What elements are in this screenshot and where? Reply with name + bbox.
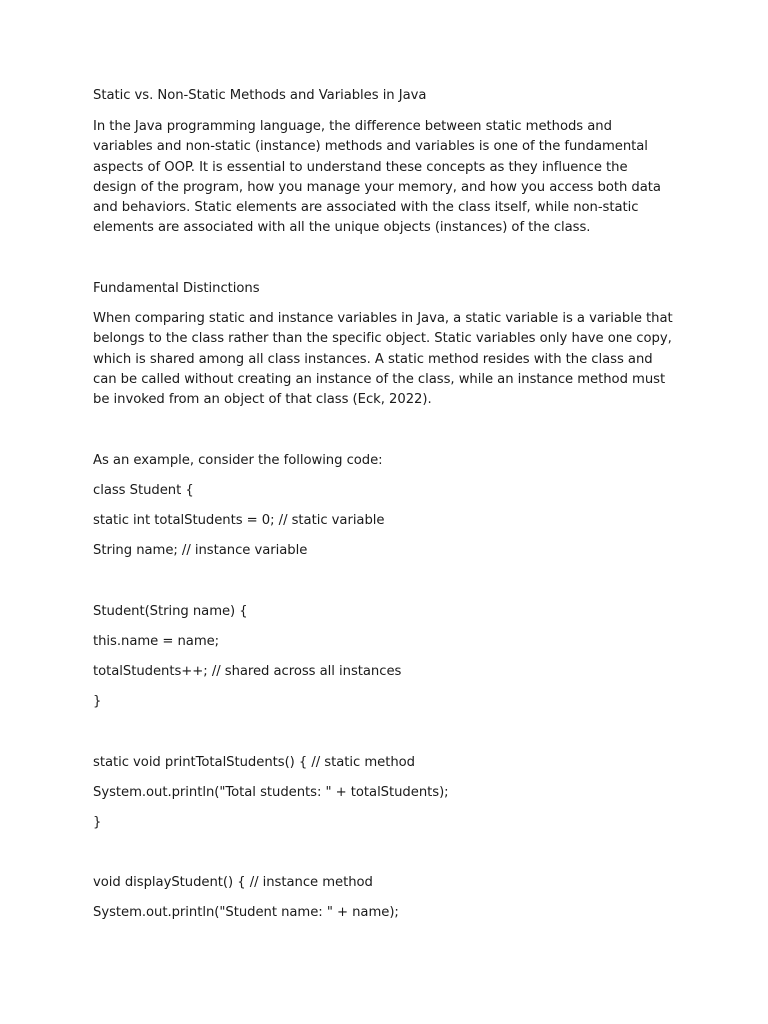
code-line: System.out.println("Student name: " + name); <box>93 905 399 920</box>
example-intro: As an example, consider the following code: <box>93 453 383 468</box>
section-paragraph: When comparing static and instance variables in Java, a static variable is a variable that belongs to the class rather than the specific object. Static variables only have one copy, which is shared among all class instances. A static method resides with the class and can be called without creating an instance of the class, while an instance method must be invoked from an object of that class (Eck, 2022). <box>93 311 673 408</box>
document-title: Static vs. Non-Static Methods and Variables in Java <box>93 88 427 103</box>
section-heading: Fundamental Distinctions <box>93 281 260 296</box>
code-line: Student(String name) { <box>93 604 248 619</box>
code-line: this.name = name; <box>93 634 220 649</box>
code-line: String name; // instance variable <box>93 543 308 558</box>
code-line: } <box>93 815 102 830</box>
code-line: totalStudents++; // shared across all instances <box>93 664 402 679</box>
code-line: void displayStudent() { // instance method <box>93 875 373 890</box>
code-line: static void printTotalStudents() { // static method <box>93 755 415 770</box>
intro-paragraph: In the Java programming language, the difference between static methods and variables and non-static (instance) methods and variables is one of the fundamental aspects of OOP. It is essential to understand these concepts as they influence the design of the program, how you manage your memory, and how you access both data and behaviors. Static elements are associated with the class itself, while non-static elements are associated with all the unique objects (instances) of the class. <box>93 119 661 236</box>
code-line: static int totalStudents = 0; // static variable <box>93 513 385 528</box>
code-line: System.out.println("Total students: " + totalStudents); <box>93 785 449 800</box>
code-line: class Student { <box>93 483 194 498</box>
code-line: } <box>93 694 102 709</box>
